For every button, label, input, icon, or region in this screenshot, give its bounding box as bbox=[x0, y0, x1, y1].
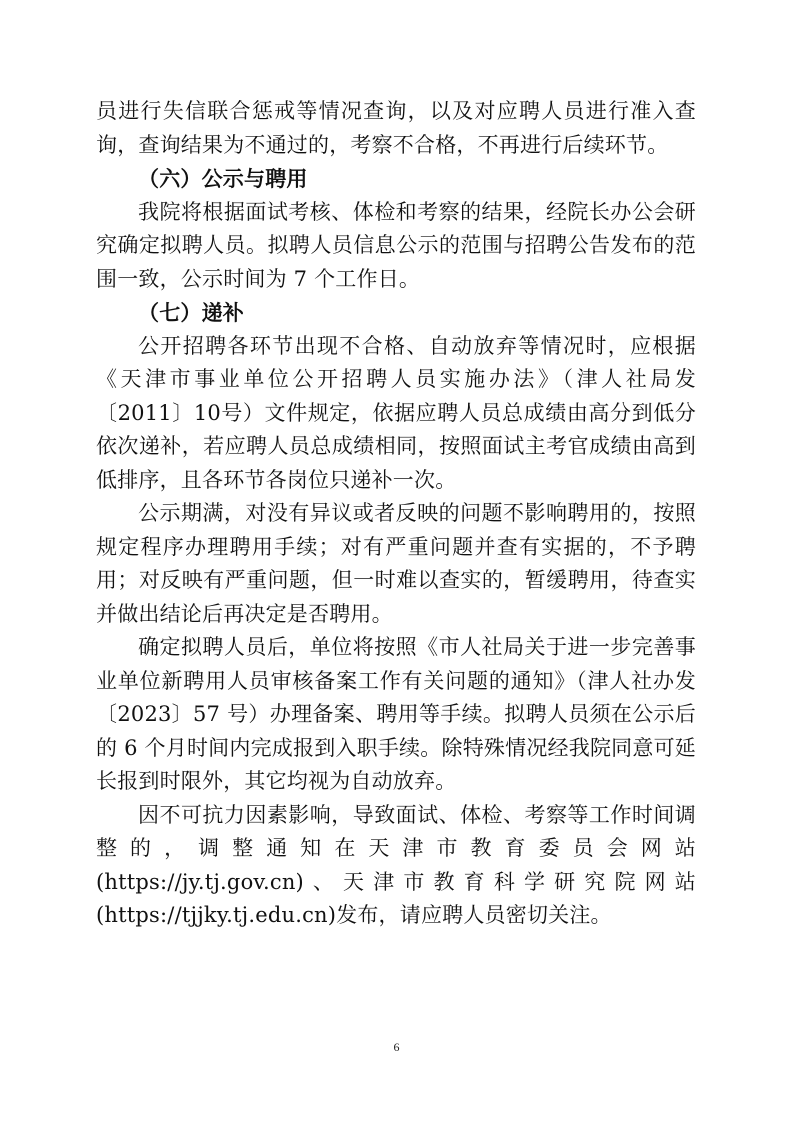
heading-replacement: （七）递补 bbox=[138, 300, 244, 325]
page-number: 6 bbox=[393, 1040, 400, 1054]
heading-publicity-and-employment: （六）公示与聘用 bbox=[138, 166, 308, 191]
paragraph-inspection-result: 员进行失信联合惩戒等情况查询，以及对应聘人员进行准入查询，查询结果为不通过的，考察不合格，不再进行后续环节。 bbox=[96, 99, 696, 157]
document-body bbox=[96, 95, 696, 933]
paragraph-force-majeure: 因不可抗力因素影响，导致面试、体检、考察等工作时间调整的，调整通知在天津市教育委员会网站(https://jy.tj.gov.cn)、天津市教育科学研究院网站(https://tjjky.tj.edu.cn)发布，请应聘人员密切关注。 bbox=[96, 802, 696, 927]
paragraph-publicity: 我院将根据面试考核、体检和考察的结果，经院长办公会研究确定拟聘人员。拟聘人员信息公示的范围与招聘公告发布的范围一致，公示时间为 7 个工作日。 bbox=[96, 199, 696, 291]
paragraph-replacement-rules: 公开招聘各环节出现不合格、自动放弃等情况时，应根据《天津市事业单位公开招聘人员实施办法》（津人社局发〔2011〕10号）文件规定，依据应聘人员总成绩由高分到低分依次递补，若应聘人员总成绩相同，按照面试主考官成绩由高到低排序，且各环节各岗位只递补一次。 bbox=[96, 333, 696, 492]
paragraph-publicity-expiry: 公示期满，对没有异议或者反映的问题不影响聘用的，按照规定程序办理聘用手续；对有严重问题并查有实据的，不予聘用；对反映有严重问题，但一时难以查实的，暂缓聘用，待查实并做出结论后再决定是否聘用。 bbox=[96, 501, 696, 626]
paragraph-filing-procedures: 确定拟聘人员后，单位将按照《市人社局关于进一步完善事业单位新聘用人员审核备案工作有关问题的通知》（津人社办发〔2023〕57 号）办理备案、聘用等手续。拟聘人员须在公示后的 6 个月时间内完成报到入职手续。除特殊情况经我院同意可延长报到时限外，其它均视为自动放弃。 bbox=[96, 635, 696, 793]
